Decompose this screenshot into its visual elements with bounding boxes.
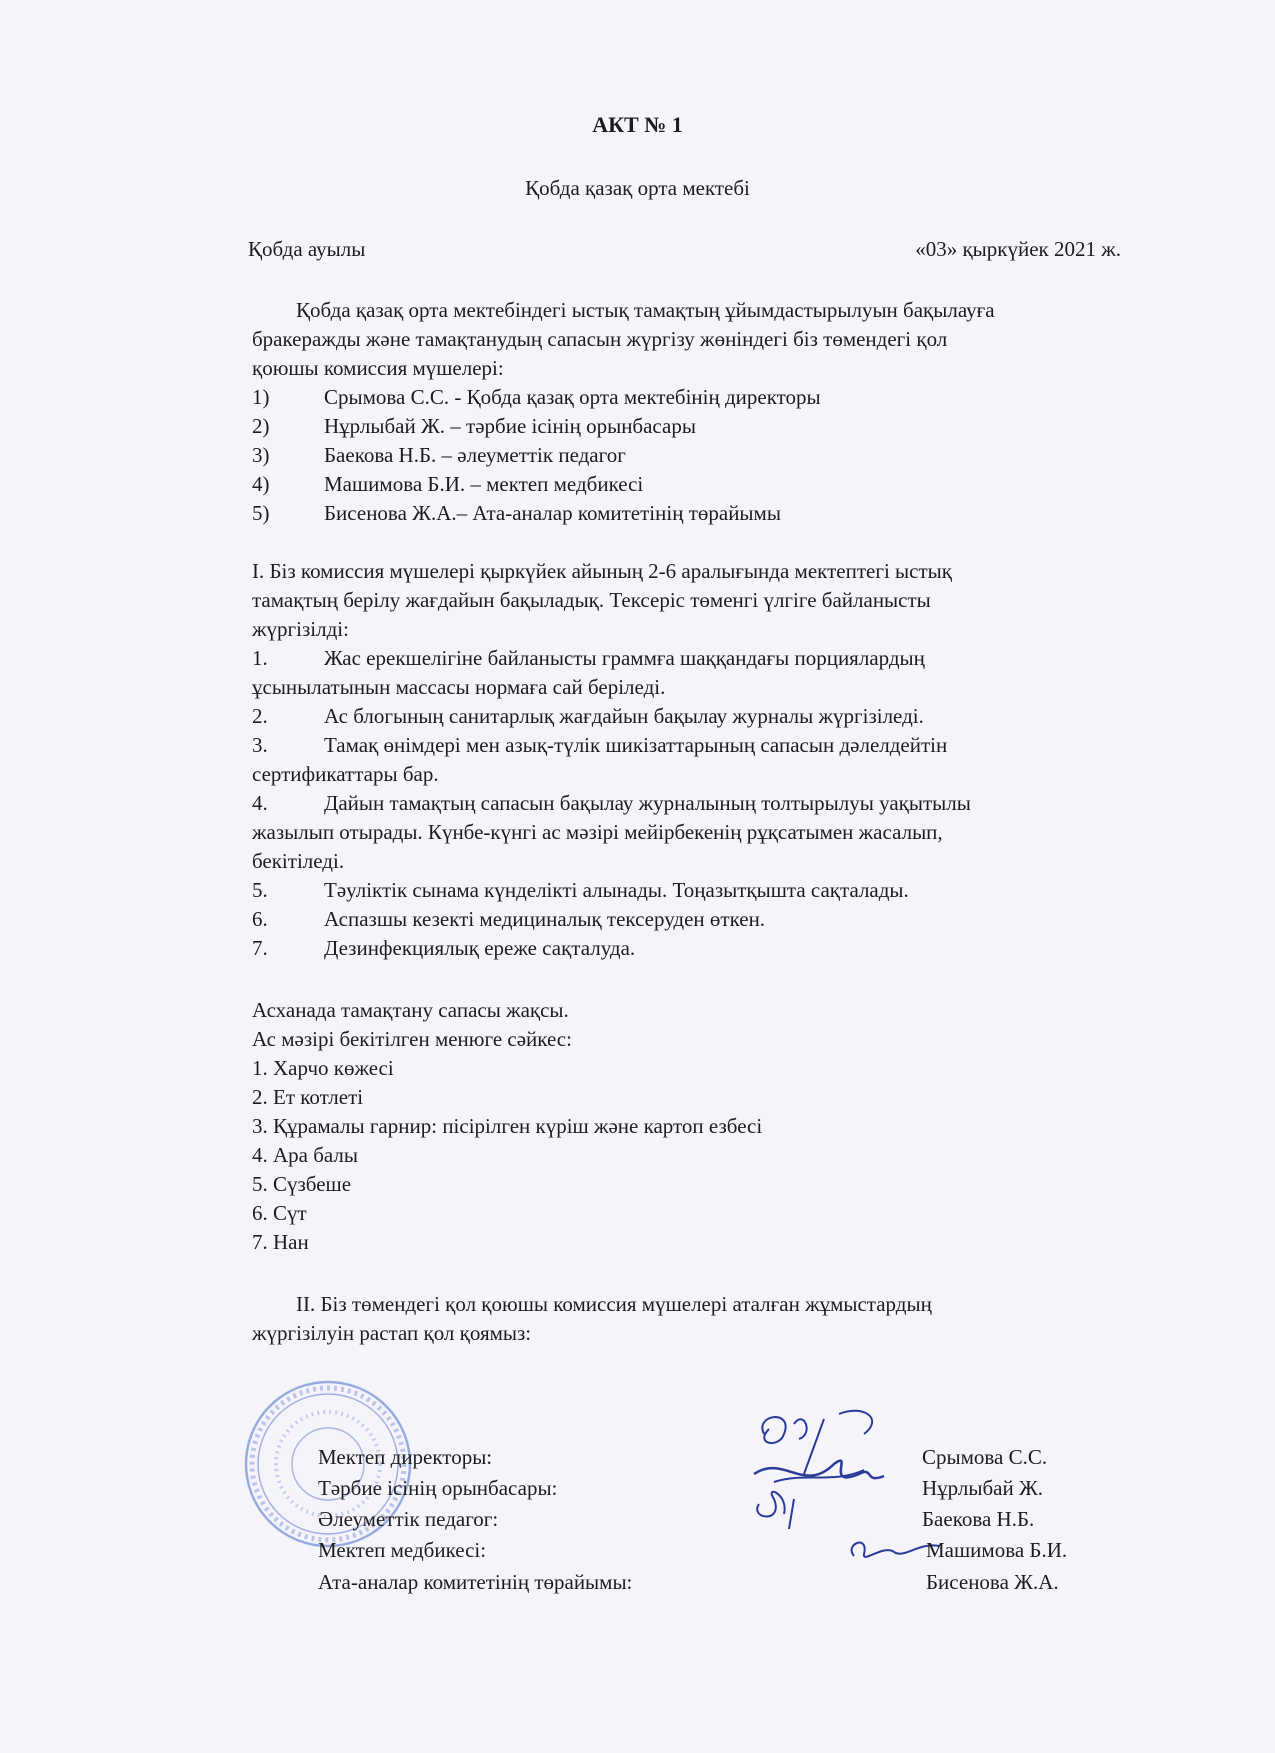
check-text-cont: ұсынылатынын массасы нормаға сай беріледі. [252, 675, 666, 699]
member-text: Нұрлыбай Ж. – тәрбие ісінің орынбасары [324, 414, 696, 438]
member-number: 1) [252, 385, 270, 409]
menu-item: 2. Ет котлеті [252, 1085, 364, 1109]
signature-name: Бисенова Ж.А. [926, 1570, 1059, 1594]
check-text-cont: бекітіледі. [252, 849, 345, 873]
menu-intro: Ас мәзірі бекітілген менюге сәйкес: [252, 1027, 572, 1051]
signature-role: Мектеп медбикесі: [318, 1538, 487, 1562]
intro-line: Қобда қазақ орта мектебіндегі ыстық тамақтың ұйымдастырылуын бақылауға [296, 298, 995, 322]
check-text: Ас блогының санитарлық жағдайын бақылау журналы жүргізіледі. [324, 704, 924, 728]
menu-item: 7. Нан [252, 1230, 309, 1254]
member-text: Баекова Н.Б. – әлеуметтік педагог [324, 443, 626, 467]
intro-line: қоюшы комиссия мүшелері: [252, 356, 504, 380]
intro-line: бракеражды және тамақтанудың сапасын жүргізу жөніндегі біз төмендегі қол [252, 327, 948, 351]
signature-role: Ата-аналар комитетінің төрайымы: [318, 1570, 633, 1594]
document-title: АКТ № 1 [592, 112, 683, 137]
member-number: 3) [252, 443, 270, 467]
check-number: 4. [252, 791, 268, 815]
menu-item: 6. Сүт [252, 1201, 307, 1225]
member-text: Срымова С.С. - Қобда қазақ орта мектебінің директоры [324, 385, 821, 409]
signature-name: Машимова Б.И. [926, 1538, 1068, 1562]
document-date: «03» қыркүйек 2021 ж. [915, 237, 1121, 261]
school-name: Қобда қазақ орта мектебі [525, 176, 750, 200]
signature-name: Баекова Н.Б. [922, 1507, 1035, 1531]
signature-role: Мектеп директоры: [318, 1445, 493, 1469]
check-text: Тамақ өнімдері мен азық-түлік шикізаттарының сапасын дәлелдейтін [324, 733, 948, 757]
check-number: 1. [252, 646, 268, 670]
section2-line: II. Біз төмендегі қол қоюшы комиссия мүшелері аталған жұмыстардың [296, 1292, 932, 1316]
signature-name: Нұрлыбай Ж. [922, 1476, 1044, 1500]
section1-line: тамақтың берілу жағдайын бақыладық. Тексеріс төменгі үлгіге байланысты [252, 588, 931, 612]
signature-role: Әлеуметтік педагог: [318, 1507, 499, 1531]
section1-line: I. Біз комиссия мүшелері қыркүйек айының 2-6 аралығында мектептегі ыстық [252, 559, 952, 583]
member-number: 4) [252, 472, 270, 496]
check-text: Тәуліктік сынама күнделікті алынады. Тоңазытқышта сақталады. [324, 878, 909, 902]
section1-line: жүргізілді: [252, 617, 349, 641]
signature-role: Тәрбие ісінің орынбасары: [318, 1476, 558, 1500]
check-text: Дезинфекциялық ереже сақталуда. [324, 936, 636, 960]
signature-name: Срымова С.С. [922, 1445, 1048, 1469]
quality-statement: Асханада тамақтану сапасы жақсы. [252, 998, 569, 1022]
check-number: 2. [252, 704, 268, 728]
member-number: 5) [252, 501, 270, 525]
check-text: Дайын тамақтың сапасын бақылау журналының толтырылуы уақытылы [324, 791, 971, 815]
check-number: 6. [252, 907, 268, 931]
place-name: Қобда ауылы [248, 237, 366, 261]
check-text-cont: сертификаттары бар. [252, 762, 439, 786]
menu-item: 1. Харчо көжесі [252, 1056, 394, 1080]
member-text: Машимова Б.И. – мектеп медбикесі [324, 472, 644, 496]
menu-item: 5. Сүзбеше [252, 1172, 352, 1196]
member-number: 2) [252, 414, 270, 438]
section2-line: жүргізілуін растап қол қоямыз: [252, 1321, 532, 1345]
menu-item: 3. Құрамалы гарнир: пісірілген күріш және картоп езбесі [252, 1114, 763, 1138]
check-text-cont: жазылып отырады. Күнбе-күнгі ас мәзірі мейірбекенің рұқсатымен жасалып, [252, 820, 943, 844]
member-text: Бисенова Ж.А.– Ата-аналар комитетінің төрайымы [324, 501, 781, 525]
check-number: 3. [252, 733, 268, 757]
check-number: 7. [252, 936, 268, 960]
check-text: Жас ерекшелігіне байланысты граммға шаққандағы порциялардың [324, 646, 925, 670]
check-number: 5. [252, 878, 268, 902]
check-text: Аспазшы кезекті медициналық тексеруден өткен. [324, 907, 766, 931]
menu-item: 4. Ара балы [252, 1143, 359, 1167]
